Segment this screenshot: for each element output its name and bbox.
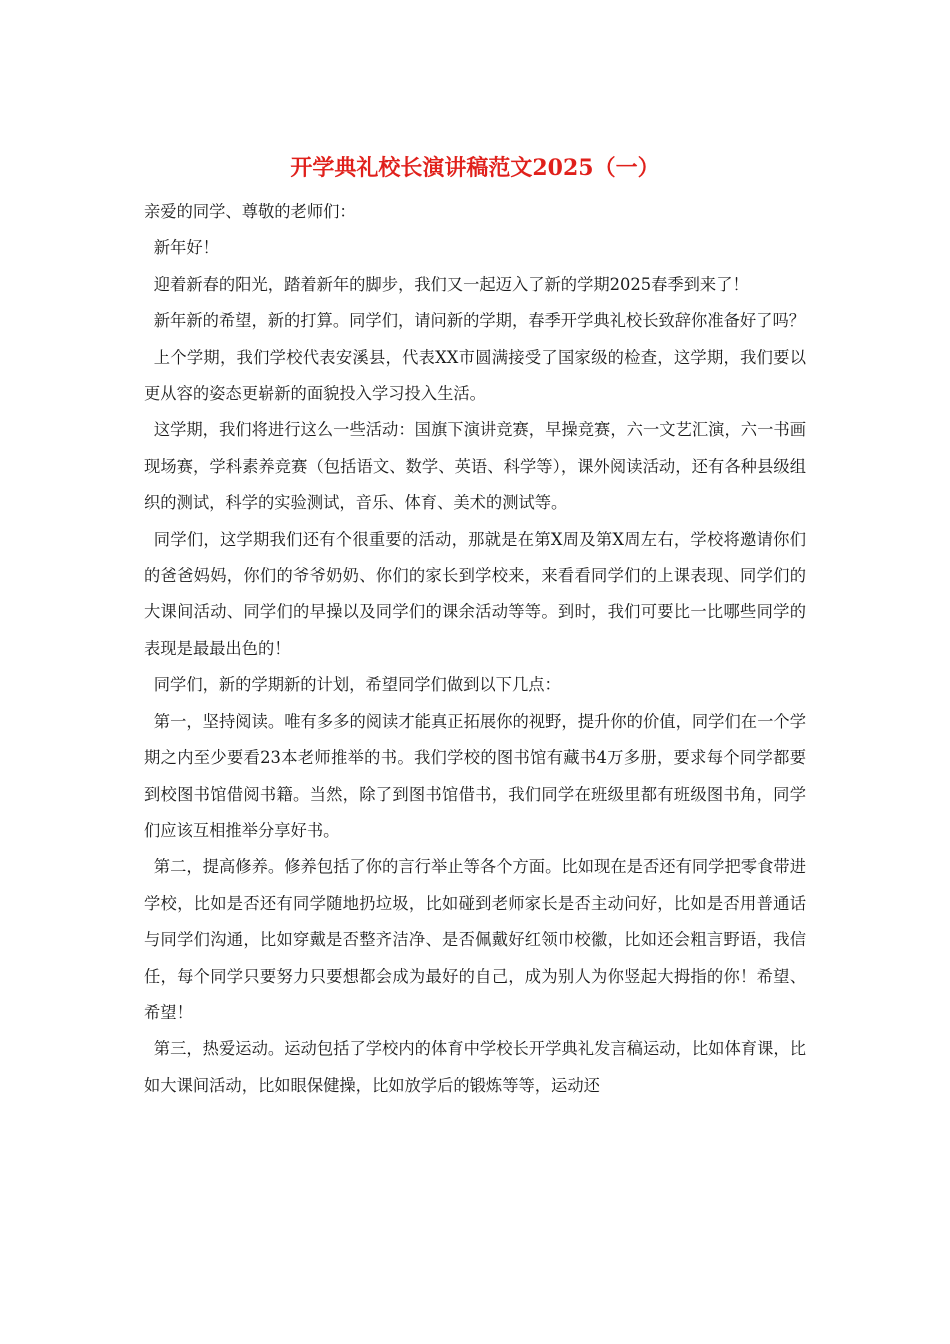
paragraph: 第二，提高修养。修养包括了你的言行举止等各个方面。比如现在是否还有同学把零食带进学校，比如是否还有同学随地扔垃圾，比如碰到老师家长是否主动问好，比如是否用普通话与同学们沟通，比如穿戴是否整齐洁净、是否佩戴好红领巾校徽，比如还会粗言野语，我信任，每个同学只要努力只要想都会成为最好的自己，成为别人为你竖起大拇指的你！希望、希望！ <box>144 857 806 1022</box>
paragraph: 同学们，新的学期新的计划，希望同学们做到以下几点： <box>153 675 561 695</box>
paragraph: 同学们，这学期我们还有个很重要的活动，那就是在第X周及第X周左右，学校将邀请你们的爸爸妈妈，你们的爷爷奶奶、你们的家长到学校来，来看看同学们的上课表现、同学们的大课间活动、同学们的早操以及同学们的课余活动等等。到时，我们可要比一比哪些同学的表现是最最出色的！ <box>144 529 806 658</box>
salutation: 亲爱的同学、尊敬的老师们： <box>144 202 356 221</box>
document-body <box>144 194 806 1104</box>
paragraph: 这学期，我们将进行这么一些活动：国旗下演讲竞赛，早操竞赛，六一文艺汇演，六一书画现场赛，学科素养竞赛（包括语文、数学、英语、科学等），课外阅读活动，还有各种县级组织的测试，科学的实验测试，音乐、体育、美术的测试等。 <box>144 420 806 513</box>
paragraph: 迎着新春的阳光，踏着新年的脚步，我们又一起迈入了新的学期2025春季到来了！ <box>153 274 749 294</box>
paragraph: 第一，坚持阅读。唯有多多的阅读才能真正拓展你的视野，提升你的价值，同学们在一个学期之内至少要看23本老师推举的书。我们学校的图书馆有藏书4万多册，要求每个同学都要到校图书馆借阅书籍。当然，除了到图书馆借书，我们同学在班级里都有班级图书角，同学们应该互相推举分享好书。 <box>144 711 806 840</box>
document-title: 开学典礼校长演讲稿范文2025（一） <box>290 155 660 181</box>
paragraph: 新年新的希望，新的打算。同学们，请问新的学期，春季开学典礼校长致辞你准备好了吗？ <box>153 311 806 331</box>
paragraph: 第三，热爱运动。运动包括了学校内的体育中学校长开学典礼发言稿运动，比如体育课，比如大课间活动，比如眼保健操，比如放学后的锻炼等等，运动还 <box>144 1039 806 1095</box>
paragraph: 上个学期，我们学校代表安溪县，代表XX市圆满接受了国家级的检查，这学期，我们要以更从容的姿态更崭新的面貌投入学习投入生活。 <box>144 347 806 404</box>
paragraph: 新年好！ <box>153 238 219 258</box>
